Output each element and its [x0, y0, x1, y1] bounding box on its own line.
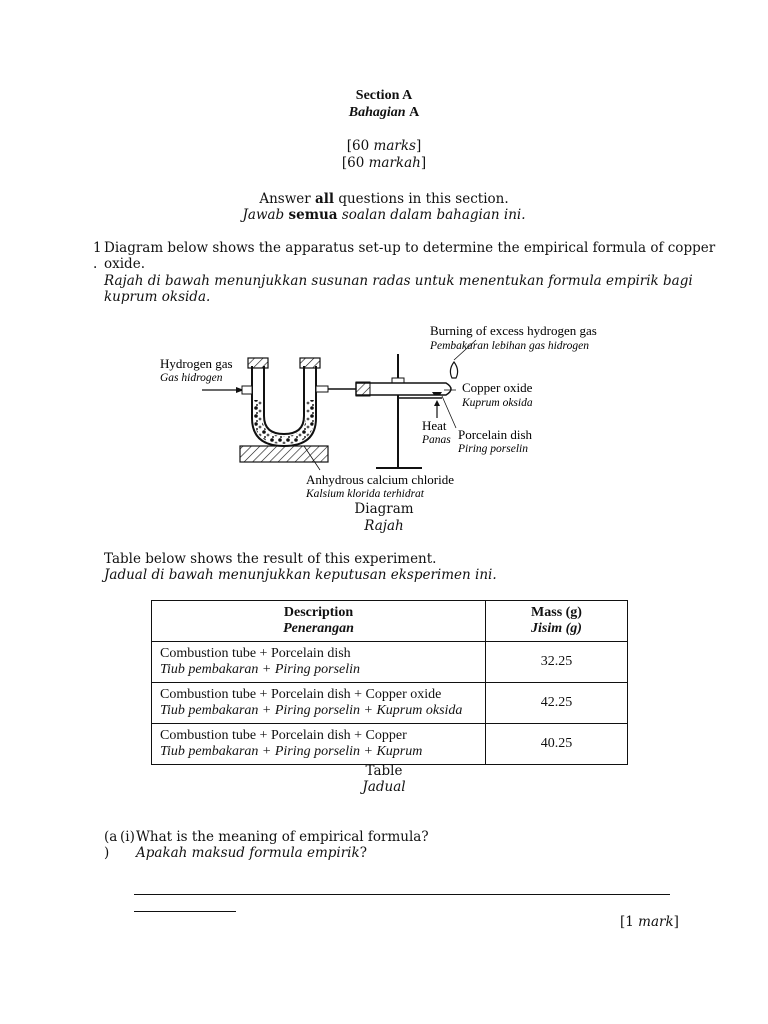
- header-description-ms: Penerangan: [283, 621, 354, 636]
- instruction-ms-bold: semua: [288, 207, 338, 223]
- label-porcelain-ms: Piring porselin: [458, 443, 528, 455]
- header-mass-en: Mass (g): [531, 605, 582, 620]
- header-description: [152, 601, 486, 642]
- marks-en: [60 marks]: [346, 138, 422, 154]
- instruction-en-suffix: questions in this section.: [338, 191, 509, 207]
- table-intro-line1: Table below shows the result of this experiment.: [104, 551, 437, 567]
- label-anhydrous: Anhydrous calcium chloride: [306, 472, 455, 487]
- row-desc-ms: Tiub pembakaran + Piring porselin + Kuprum: [160, 744, 423, 759]
- u-tube: [248, 358, 320, 446]
- part-a-label: (a: [104, 829, 118, 845]
- part-a-question-ms-mark: ?: [359, 845, 367, 861]
- table-header-row: [152, 601, 628, 642]
- row-mass: 42.25: [486, 683, 628, 724]
- apparatus-diagram: [150, 318, 630, 503]
- answer-line[interactable]: [134, 894, 670, 895]
- label-hydrogen-ms: Gas hidrogen: [160, 372, 223, 384]
- header-mass-ms: Jisim (g): [531, 621, 582, 636]
- row-desc-en: Combustion tube + Porcelain dish + Copper: [160, 728, 407, 743]
- results-table: [151, 600, 628, 765]
- part-a-question: What is the meaning of empirical formula?: [136, 829, 429, 845]
- section-title-malay-letter: A: [409, 105, 420, 120]
- part-a-question-ms-text: Apakah maksud formula empirik: [136, 845, 360, 861]
- question-number: 1: [93, 240, 102, 256]
- marks-ms: [60 markah]: [341, 155, 427, 171]
- section-title-malay: [0, 105, 768, 121]
- base-block: [240, 446, 328, 462]
- label-heat: Heat: [422, 418, 447, 433]
- table-row: [152, 724, 628, 765]
- row-description: [152, 683, 486, 724]
- part-a-close: ): [104, 845, 110, 861]
- instruction-ms: [0, 207, 768, 223]
- row-desc-en: Combustion tube + Porcelain dish + Copper oxide: [160, 687, 442, 702]
- instruction-en-prefix: Answer: [259, 191, 311, 207]
- label-heat-ms: Panas: [422, 434, 451, 446]
- marks-en-word: marks: [373, 138, 416, 154]
- label-anhydrous-ms: Kalsium klorida terhidrat: [306, 488, 424, 500]
- part-a-marks-word: mark: [638, 914, 674, 930]
- table-row: [152, 642, 628, 683]
- part-a-marks: [620, 914, 679, 930]
- instruction-en-bold: all: [315, 191, 335, 207]
- table-caption-ms: Jadual: [362, 779, 406, 795]
- question-malay-line1: Rajah di bawah menunjukkan susunan radas untuk menentukan formula empirik bagi: [104, 273, 693, 289]
- part-a-marks-open: [1: [620, 914, 634, 930]
- marks-en-number: 60: [352, 138, 370, 154]
- row-description: [152, 724, 486, 765]
- instruction-en: [0, 191, 768, 207]
- part-a-sub: (i): [120, 829, 135, 845]
- right-stopper: [300, 358, 320, 368]
- row-description: [152, 642, 486, 683]
- answer-line[interactable]: [134, 911, 236, 912]
- label-copper-oxide: Copper oxide: [462, 380, 533, 395]
- question-malay-line2: kuprum oksida.: [104, 289, 211, 305]
- row-desc-en: Combustion tube + Porcelain dish: [160, 646, 351, 661]
- row-mass: 32.25: [486, 642, 628, 683]
- row-desc-ms: Tiub pembakaran + Piring porselin: [160, 662, 361, 677]
- section-title-malay-word: Bahagian: [348, 105, 406, 120]
- flame: [450, 362, 457, 378]
- marks-ms-number: 60: [347, 155, 365, 171]
- header-mass: [486, 601, 628, 642]
- part-a-marks-close: ]: [673, 914, 679, 930]
- marks-ms-word: markah: [368, 155, 421, 171]
- header-description-en: Description: [283, 605, 354, 620]
- part-a-question-ms: [136, 845, 367, 861]
- label-burning-ms: Pembakaran lebihan gas hidrogen: [430, 340, 589, 352]
- section-title: Section A: [355, 88, 413, 103]
- label-hydrogen: Hydrogen gas: [160, 356, 233, 371]
- question-dot: .: [93, 256, 98, 272]
- label-copper-oxide-ms: Kuprum oksida: [462, 397, 533, 409]
- instruction-ms-suffix: soalan dalam bahagian ini.: [341, 207, 526, 223]
- table-intro-line2: Jadual di bawah menunjukkan keputusan eksperimen ini.: [104, 567, 497, 583]
- left-stopper: [248, 358, 268, 368]
- instruction-ms-prefix: Jawab: [242, 207, 285, 223]
- row-desc-ms: Tiub pembakaran + Piring porselin + Kuprum oksida: [160, 703, 463, 718]
- table-row: [152, 683, 628, 724]
- label-burning: Burning of excess hydrogen gas: [430, 323, 597, 338]
- question-text-line1: Diagram below shows the apparatus set-up to determine the empirical formula of copper: [104, 240, 716, 256]
- diagram-caption-ms: Rajah: [364, 518, 404, 534]
- table-caption: Table: [365, 763, 403, 779]
- row-mass: 40.25: [486, 724, 628, 765]
- combustion-tube: [356, 382, 451, 396]
- question-text-line2: oxide.: [104, 256, 145, 272]
- label-porcelain: Porcelain dish: [458, 427, 533, 442]
- diagram-caption: Diagram: [354, 501, 414, 517]
